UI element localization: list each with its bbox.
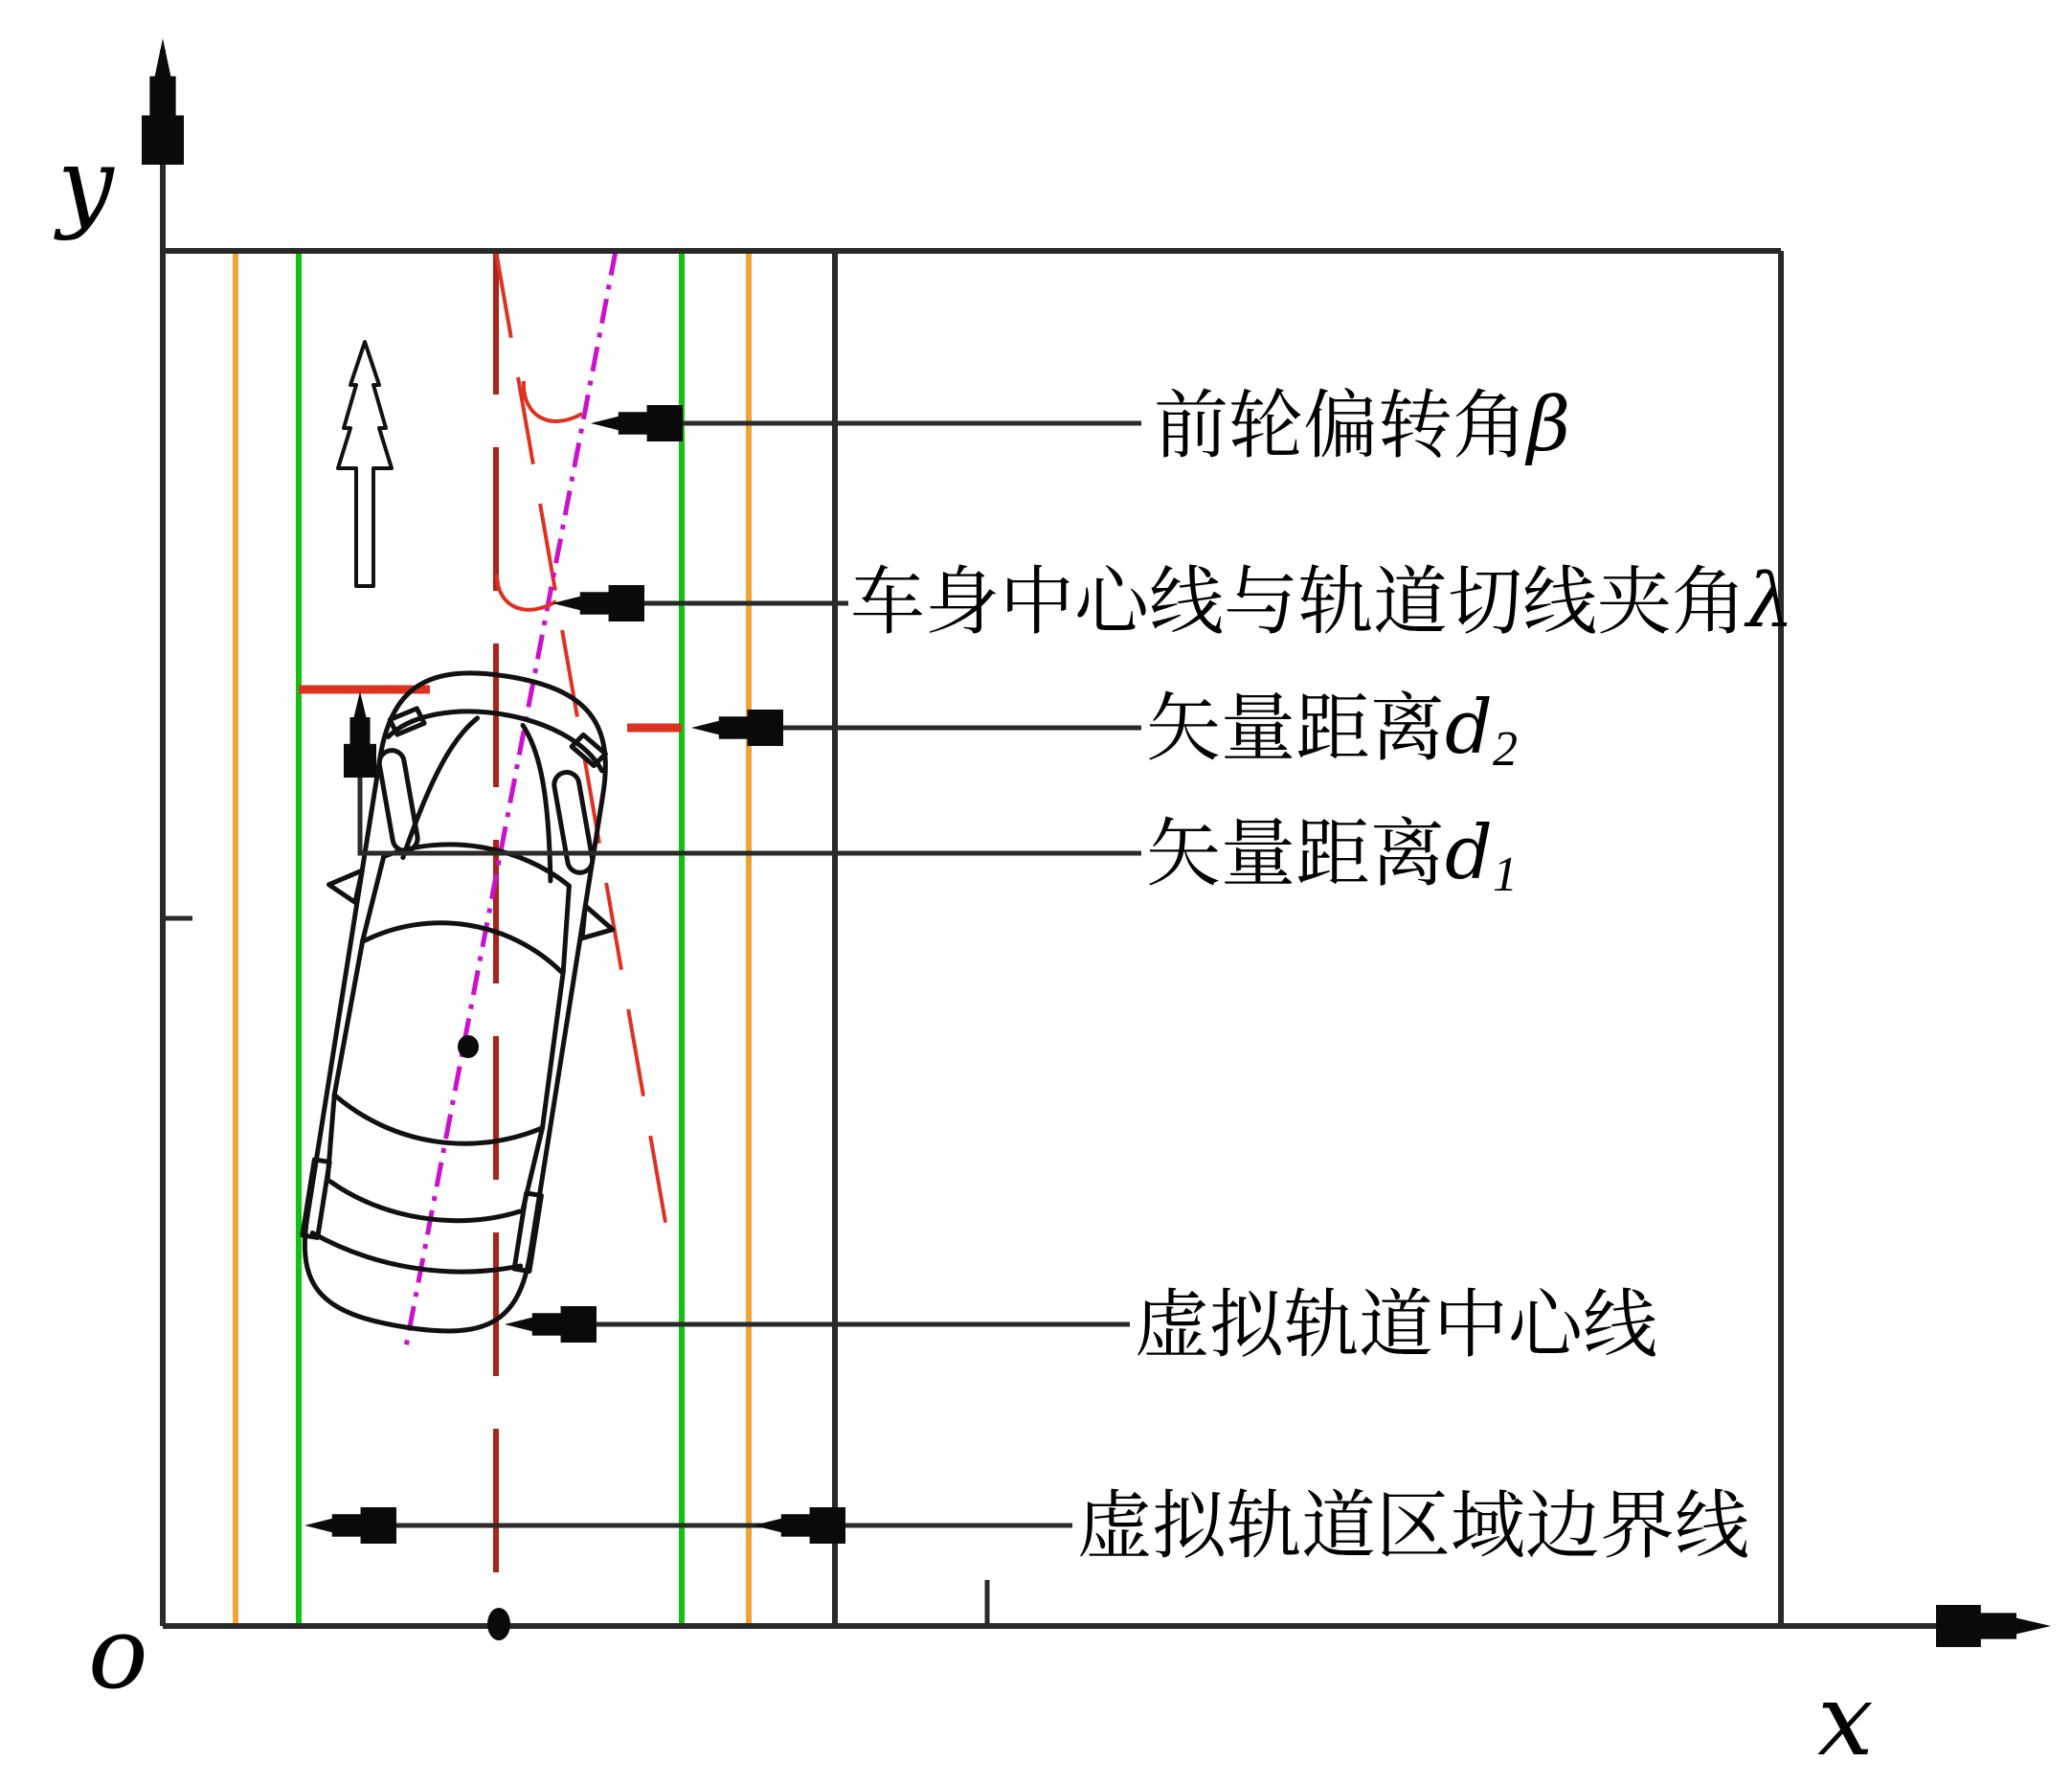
car-part-16: [309, 1233, 520, 1285]
center-line-origin-dot: [487, 1608, 510, 1640]
label-virtual-track-center-line: 虚拟轨道中心线: [1135, 1282, 1658, 1366]
beta-angle-arc: [524, 381, 582, 421]
arrow-front-wheel-angle: [591, 405, 683, 441]
origin-label: o: [88, 1594, 148, 1711]
car-part-7: [365, 910, 567, 972]
arrow-track-boundary-right: [754, 1507, 845, 1544]
y-axis-label: y: [57, 125, 114, 242]
car-part-9: [555, 886, 576, 972]
car-centroid-dot: [458, 1035, 479, 1058]
x-axis-label: x: [1817, 1661, 1874, 1778]
car-part-8: [363, 855, 384, 941]
arrow-track-center: [505, 1306, 597, 1343]
travel-direction-arrow: [338, 342, 392, 586]
car-part-13: [327, 1182, 519, 1233]
label-virtual-track-boundary-line: 虚拟轨道区域边界线: [1077, 1483, 1750, 1568]
arrow-vector-d1: [344, 691, 376, 778]
car-part-3: [500, 725, 574, 881]
car-part-0: [293, 659, 619, 1344]
label-vector-distance-d1: 矢量距离$d_1$: [1146, 810, 1518, 902]
car-part-17: [327, 866, 362, 903]
diagram-geometry: [142, 38, 2051, 1647]
label-body-centerline-track-tangent-angle: 车身中心线与轨道切线夹角λ: [850, 558, 1794, 644]
arrow-track-boundary-left: [304, 1507, 396, 1544]
y-axis-arrow: [142, 38, 184, 165]
arrow-body-track-angle: [552, 585, 644, 621]
car-part-19: [377, 749, 419, 853]
x-axis-arrow: [1936, 1605, 2051, 1647]
car-part-6: [384, 832, 574, 886]
car-top-view: [262, 654, 649, 1349]
label-vector-distance-d2: 矢量距离$d_2$: [1146, 685, 1518, 777]
arrow-vector-d2: [691, 710, 783, 746]
label-front-wheel-deflection-angle: 前轮偏转角β: [1154, 382, 1571, 468]
lambda-angle-arc: [497, 575, 556, 610]
car-part-12: [329, 1095, 542, 1158]
